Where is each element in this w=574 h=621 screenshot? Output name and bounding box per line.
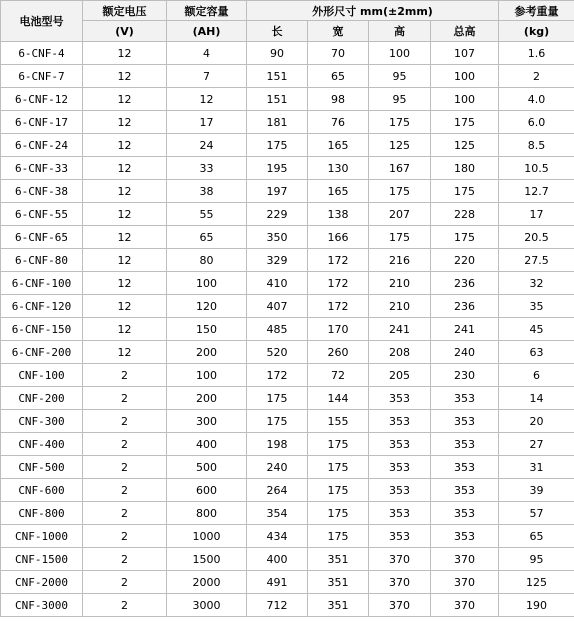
cell-length: 175 xyxy=(247,387,308,410)
cell-length: 350 xyxy=(247,226,308,249)
header-capacity-unit: (AH) xyxy=(167,21,247,42)
header-weight xyxy=(499,1,574,21)
table-row xyxy=(1,502,574,525)
cell-length: 485 xyxy=(247,318,308,341)
cell-voltage: 12 xyxy=(83,111,167,134)
cell-length: 151 xyxy=(247,65,308,88)
cell-total-height: 180 xyxy=(431,157,499,180)
cell-height: 353 xyxy=(369,433,431,456)
cell-voltage: 2 xyxy=(83,433,167,456)
table-body xyxy=(1,42,574,617)
cell-weight: 32 xyxy=(499,272,574,295)
table-row xyxy=(1,410,574,433)
cell-voltage: 2 xyxy=(83,594,167,617)
cell-length: 240 xyxy=(247,456,308,479)
cell-voltage: 2 xyxy=(83,502,167,525)
cell-length: 712 xyxy=(247,594,308,617)
cell-capacity: 7 xyxy=(167,65,247,88)
cell-width: 351 xyxy=(308,571,369,594)
table-row xyxy=(1,594,574,617)
cell-weight: 12.7 xyxy=(499,180,574,203)
cell-length: 354 xyxy=(247,502,308,525)
cell-width: 130 xyxy=(308,157,369,180)
cell-capacity: 65 xyxy=(167,226,247,249)
cell-total-height: 220 xyxy=(431,249,499,272)
cell-voltage: 12 xyxy=(83,65,167,88)
cell-capacity: 100 xyxy=(167,272,247,295)
cell-total-height: 100 xyxy=(431,88,499,111)
cell-total-height: 353 xyxy=(431,433,499,456)
cell-total-height: 353 xyxy=(431,525,499,548)
cell-model: 6-CNF-120 xyxy=(1,295,83,318)
table-row xyxy=(1,295,574,318)
cell-capacity: 3000 xyxy=(167,594,247,617)
cell-weight: 45 xyxy=(499,318,574,341)
table-row xyxy=(1,111,574,134)
cell-total-height: 228 xyxy=(431,203,499,226)
cell-height: 175 xyxy=(369,226,431,249)
cell-weight: 35 xyxy=(499,295,574,318)
header-dimensions-label: 外形尺寸 mm(±2mm) xyxy=(312,4,433,18)
cell-voltage: 12 xyxy=(83,42,167,65)
cell-width: 175 xyxy=(308,433,369,456)
cell-height: 210 xyxy=(369,295,431,318)
cell-weight: 8.5 xyxy=(499,134,574,157)
cell-weight: 39 xyxy=(499,479,574,502)
cell-length: 434 xyxy=(247,525,308,548)
table-row xyxy=(1,341,574,364)
cell-capacity: 800 xyxy=(167,502,247,525)
cell-width: 165 xyxy=(308,134,369,157)
cell-length: 175 xyxy=(247,134,308,157)
cell-capacity: 1500 xyxy=(167,548,247,571)
cell-total-height: 236 xyxy=(431,272,499,295)
cell-height: 216 xyxy=(369,249,431,272)
cell-width: 65 xyxy=(308,65,369,88)
table-row xyxy=(1,479,574,502)
cell-length: 264 xyxy=(247,479,308,502)
cell-length: 181 xyxy=(247,111,308,134)
cell-voltage: 2 xyxy=(83,364,167,387)
cell-width: 172 xyxy=(308,249,369,272)
cell-model: CNF-200 xyxy=(1,387,83,410)
cell-width: 351 xyxy=(308,594,369,617)
cell-length: 229 xyxy=(247,203,308,226)
cell-height: 175 xyxy=(369,111,431,134)
cell-length: 491 xyxy=(247,571,308,594)
cell-capacity: 200 xyxy=(167,387,247,410)
cell-height: 95 xyxy=(369,88,431,111)
cell-width: 98 xyxy=(308,88,369,111)
cell-weight: 125 xyxy=(499,571,574,594)
cell-model: 6-CNF-4 xyxy=(1,42,83,65)
cell-height: 241 xyxy=(369,318,431,341)
cell-width: 170 xyxy=(308,318,369,341)
cell-width: 72 xyxy=(308,364,369,387)
cell-capacity: 600 xyxy=(167,479,247,502)
cell-weight: 6.0 xyxy=(499,111,574,134)
cell-height: 207 xyxy=(369,203,431,226)
cell-model: CNF-1000 xyxy=(1,525,83,548)
cell-model: 6-CNF-150 xyxy=(1,318,83,341)
cell-model: 6-CNF-38 xyxy=(1,180,83,203)
cell-width: 172 xyxy=(308,272,369,295)
table-row xyxy=(1,387,574,410)
cell-height: 205 xyxy=(369,364,431,387)
cell-voltage: 2 xyxy=(83,571,167,594)
cell-total-height: 236 xyxy=(431,295,499,318)
cell-total-height: 230 xyxy=(431,364,499,387)
cell-voltage: 2 xyxy=(83,387,167,410)
cell-voltage: 2 xyxy=(83,410,167,433)
cell-model: CNF-2000 xyxy=(1,571,83,594)
cell-length: 329 xyxy=(247,249,308,272)
cell-model: 6-CNF-80 xyxy=(1,249,83,272)
table-row xyxy=(1,318,574,341)
cell-height: 370 xyxy=(369,594,431,617)
cell-voltage: 2 xyxy=(83,479,167,502)
table-row xyxy=(1,433,574,456)
table-row xyxy=(1,272,574,295)
cell-weight: 95 xyxy=(499,548,574,571)
cell-total-height: 175 xyxy=(431,226,499,249)
cell-length: 407 xyxy=(247,295,308,318)
cell-height: 125 xyxy=(369,134,431,157)
header-capacity-label: 额定容量 xyxy=(184,4,229,18)
cell-model: 6-CNF-7 xyxy=(1,65,83,88)
cell-model: 6-CNF-55 xyxy=(1,203,83,226)
header-dimensions xyxy=(247,1,499,21)
cell-total-height: 107 xyxy=(431,42,499,65)
cell-total-height: 370 xyxy=(431,571,499,594)
cell-model: CNF-3000 xyxy=(1,594,83,617)
cell-weight: 27 xyxy=(499,433,574,456)
cell-width: 260 xyxy=(308,341,369,364)
cell-total-height: 175 xyxy=(431,180,499,203)
cell-length: 520 xyxy=(247,341,308,364)
cell-voltage: 12 xyxy=(83,88,167,111)
cell-weight: 190 xyxy=(499,594,574,617)
header-voltage-label: 额定电压 xyxy=(102,4,147,18)
table-row xyxy=(1,157,574,180)
cell-capacity: 400 xyxy=(167,433,247,456)
cell-total-height: 175 xyxy=(431,111,499,134)
table-row xyxy=(1,548,574,571)
cell-voltage: 12 xyxy=(83,180,167,203)
cell-capacity: 17 xyxy=(167,111,247,134)
cell-weight: 14 xyxy=(499,387,574,410)
cell-model: CNF-1500 xyxy=(1,548,83,571)
cell-voltage: 12 xyxy=(83,157,167,180)
cell-model: CNF-500 xyxy=(1,456,83,479)
cell-voltage: 12 xyxy=(83,249,167,272)
cell-weight: 2 xyxy=(499,65,574,88)
cell-height: 353 xyxy=(369,456,431,479)
cell-capacity: 4 xyxy=(167,42,247,65)
cell-weight: 1.6 xyxy=(499,42,574,65)
cell-weight: 17 xyxy=(499,203,574,226)
table-row xyxy=(1,249,574,272)
cell-height: 210 xyxy=(369,272,431,295)
cell-weight: 20 xyxy=(499,410,574,433)
header-row-bottom xyxy=(1,21,574,42)
cell-voltage: 12 xyxy=(83,318,167,341)
cell-width: 175 xyxy=(308,479,369,502)
cell-weight: 27.5 xyxy=(499,249,574,272)
table-row xyxy=(1,226,574,249)
cell-model: CNF-800 xyxy=(1,502,83,525)
table-row xyxy=(1,88,574,111)
table-header xyxy=(1,1,574,42)
cell-model: 6-CNF-33 xyxy=(1,157,83,180)
table-row xyxy=(1,571,574,594)
cell-total-height: 353 xyxy=(431,456,499,479)
cell-capacity: 33 xyxy=(167,157,247,180)
cell-capacity: 80 xyxy=(167,249,247,272)
cell-width: 144 xyxy=(308,387,369,410)
cell-voltage: 2 xyxy=(83,525,167,548)
header-capacity xyxy=(167,1,247,21)
cell-model: CNF-100 xyxy=(1,364,83,387)
cell-total-height: 240 xyxy=(431,341,499,364)
cell-capacity: 500 xyxy=(167,456,247,479)
cell-capacity: 2000 xyxy=(167,571,247,594)
cell-total-height: 353 xyxy=(431,410,499,433)
cell-width: 351 xyxy=(308,548,369,571)
cell-height: 95 xyxy=(369,65,431,88)
cell-weight: 4.0 xyxy=(499,88,574,111)
cell-height: 370 xyxy=(369,571,431,594)
cell-height: 353 xyxy=(369,410,431,433)
cell-height: 370 xyxy=(369,548,431,571)
cell-capacity: 12 xyxy=(167,88,247,111)
cell-height: 353 xyxy=(369,479,431,502)
cell-height: 353 xyxy=(369,502,431,525)
cell-capacity: 55 xyxy=(167,203,247,226)
cell-capacity: 100 xyxy=(167,364,247,387)
cell-model: 6-CNF-100 xyxy=(1,272,83,295)
cell-voltage: 12 xyxy=(83,341,167,364)
cell-capacity: 200 xyxy=(167,341,247,364)
table-row xyxy=(1,65,574,88)
table-row xyxy=(1,134,574,157)
cell-total-height: 353 xyxy=(431,502,499,525)
cell-length: 197 xyxy=(247,180,308,203)
cell-width: 138 xyxy=(308,203,369,226)
cell-total-height: 370 xyxy=(431,548,499,571)
cell-capacity: 150 xyxy=(167,318,247,341)
cell-voltage: 12 xyxy=(83,203,167,226)
cell-voltage: 12 xyxy=(83,295,167,318)
cell-weight: 10.5 xyxy=(499,157,574,180)
cell-length: 172 xyxy=(247,364,308,387)
cell-total-height: 241 xyxy=(431,318,499,341)
cell-width: 166 xyxy=(308,226,369,249)
cell-weight: 31 xyxy=(499,456,574,479)
cell-voltage: 2 xyxy=(83,456,167,479)
cell-total-height: 353 xyxy=(431,387,499,410)
cell-weight: 65 xyxy=(499,525,574,548)
header-dim-width: 宽 xyxy=(308,21,369,42)
cell-width: 172 xyxy=(308,295,369,318)
cell-voltage: 12 xyxy=(83,226,167,249)
cell-capacity: 38 xyxy=(167,180,247,203)
table-row xyxy=(1,364,574,387)
table-row xyxy=(1,203,574,226)
cell-height: 353 xyxy=(369,525,431,548)
cell-width: 175 xyxy=(308,456,369,479)
cell-width: 76 xyxy=(308,111,369,134)
cell-weight: 6 xyxy=(499,364,574,387)
cell-length: 198 xyxy=(247,433,308,456)
cell-width: 175 xyxy=(308,525,369,548)
cell-voltage: 2 xyxy=(83,548,167,571)
cell-model: CNF-400 xyxy=(1,433,83,456)
cell-model: 6-CNF-65 xyxy=(1,226,83,249)
cell-width: 175 xyxy=(308,502,369,525)
table-row xyxy=(1,180,574,203)
cell-voltage: 12 xyxy=(83,134,167,157)
table-row xyxy=(1,525,574,548)
cell-total-height: 125 xyxy=(431,134,499,157)
cell-model: CNF-300 xyxy=(1,410,83,433)
header-row-top xyxy=(1,1,574,21)
cell-capacity: 120 xyxy=(167,295,247,318)
cell-height: 167 xyxy=(369,157,431,180)
cell-width: 155 xyxy=(308,410,369,433)
table-row xyxy=(1,456,574,479)
cell-length: 410 xyxy=(247,272,308,295)
cell-length: 90 xyxy=(247,42,308,65)
cell-weight: 63 xyxy=(499,341,574,364)
cell-total-height: 370 xyxy=(431,594,499,617)
cell-total-height: 353 xyxy=(431,479,499,502)
cell-weight: 20.5 xyxy=(499,226,574,249)
cell-capacity: 1000 xyxy=(167,525,247,548)
header-model-label: 电池型号 xyxy=(19,15,64,28)
cell-width: 70 xyxy=(308,42,369,65)
table-row xyxy=(1,42,574,65)
cell-height: 208 xyxy=(369,341,431,364)
header-dim-total-height: 总高 xyxy=(431,21,499,42)
cell-weight: 57 xyxy=(499,502,574,525)
header-dim-length: 长 xyxy=(247,21,308,42)
cell-total-height: 100 xyxy=(431,65,499,88)
cell-capacity: 300 xyxy=(167,410,247,433)
cell-model: 6-CNF-17 xyxy=(1,111,83,134)
header-weight-label: 参考重量 xyxy=(514,4,559,18)
cell-length: 175 xyxy=(247,410,308,433)
cell-length: 195 xyxy=(247,157,308,180)
cell-length: 400 xyxy=(247,548,308,571)
cell-model: 6-CNF-200 xyxy=(1,341,83,364)
cell-width: 165 xyxy=(308,180,369,203)
cell-height: 175 xyxy=(369,180,431,203)
cell-model: CNF-600 xyxy=(1,479,83,502)
cell-model: 6-CNF-12 xyxy=(1,88,83,111)
cell-model: 6-CNF-24 xyxy=(1,134,83,157)
header-model xyxy=(1,1,83,42)
cell-height: 353 xyxy=(369,387,431,410)
header-dim-height: 高 xyxy=(369,21,431,42)
header-weight-unit: (kg) xyxy=(499,21,574,42)
cell-height: 100 xyxy=(369,42,431,65)
header-voltage-unit: (V) xyxy=(83,21,167,42)
cell-length: 151 xyxy=(247,88,308,111)
header-voltage xyxy=(83,1,167,21)
cell-voltage: 12 xyxy=(83,272,167,295)
cell-capacity: 24 xyxy=(167,134,247,157)
